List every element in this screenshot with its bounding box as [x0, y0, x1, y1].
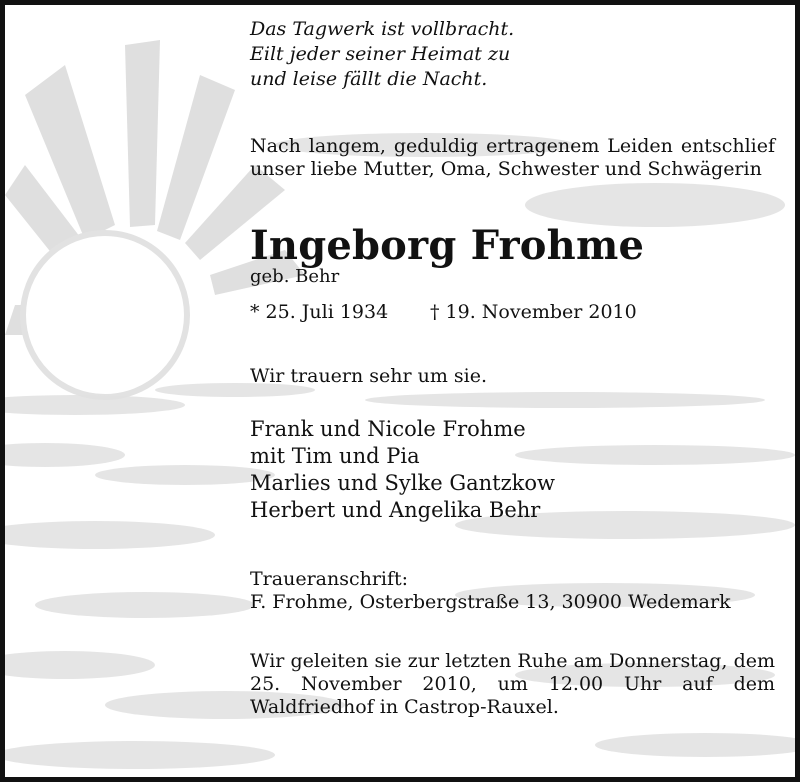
- funeral-line-2: 25. November 2010, um 12.00 Uhr auf dem: [250, 673, 775, 695]
- deceased-name: Ingeborg Frohme: [250, 222, 645, 269]
- family-list: [250, 416, 775, 524]
- motto-line-2: Eilt jeder seiner Heimat zu: [250, 43, 511, 65]
- family-member: Frank und Nicole Frohme: [250, 417, 526, 441]
- sun-disc: [23, 233, 187, 397]
- intro-line-1: Nach langem, geduldig ertragenem Leiden entschlief: [250, 135, 775, 157]
- motto-line-1: Das Tagwerk ist vollbracht.: [250, 18, 515, 40]
- mourning-address: [250, 568, 775, 614]
- motto-line-3: und leise fällt die Nacht.: [250, 68, 488, 90]
- family-member: Marlies und Sylke Gantzkow: [250, 471, 556, 495]
- address-label: Traueranschrift:: [250, 568, 409, 590]
- birth-name: geb. Behr: [250, 266, 340, 287]
- birth-date: * 25. Juli 1934: [250, 301, 389, 323]
- address-line: F. Frohme, Osterbergstraße 13, 30900 Wedemark: [250, 591, 731, 613]
- life-dates: [250, 300, 775, 324]
- intro-text: [250, 135, 775, 181]
- death-date: † 19. November 2010: [430, 301, 637, 323]
- motto-verse: [250, 17, 775, 92]
- funeral-line-1: Wir geleiten sie zur letzten Ruhe am Donnerstag, dem: [250, 650, 775, 672]
- family-member: mit Tim und Pia: [250, 444, 420, 468]
- obituary-text: [250, 17, 775, 719]
- mourning-text: Wir trauern sehr um sie.: [250, 365, 488, 387]
- intro-line-2: unser liebe Mutter, Oma, Schwester und Schwägerin: [250, 158, 762, 180]
- family-member: Herbert und Angelika Behr: [250, 498, 541, 522]
- funeral-notice: [250, 650, 775, 719]
- funeral-line-3: Waldfriedhof in Castrop-Rauxel.: [250, 696, 559, 718]
